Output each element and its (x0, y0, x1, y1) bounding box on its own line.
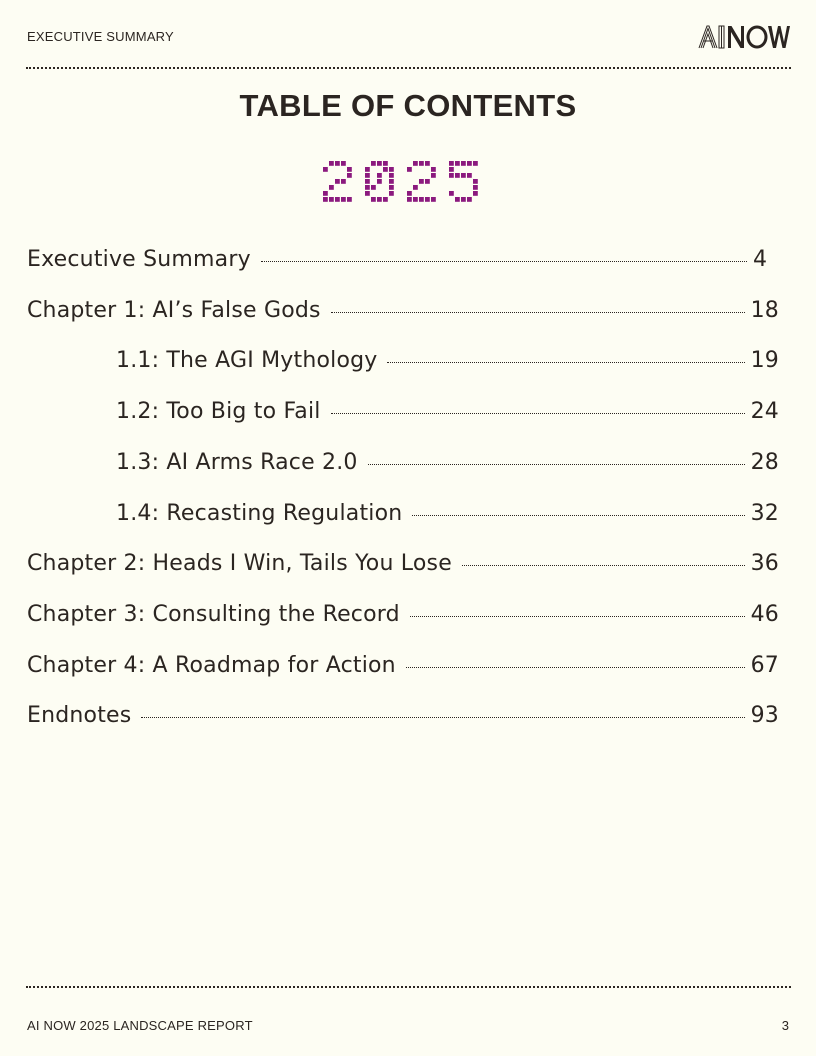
pixel-cell (461, 197, 466, 202)
toc-dot-leader (410, 616, 745, 617)
pixel-cell (467, 161, 472, 166)
toc-entry-page: 4 (753, 246, 768, 272)
pixel-cell (323, 191, 328, 196)
pixel-cell (425, 179, 430, 184)
pixel-cell (467, 197, 472, 202)
toc-dot-leader (406, 667, 745, 668)
toc-dot-leader (141, 717, 744, 718)
pixel-cell (455, 161, 460, 166)
footer-divider (26, 986, 791, 988)
pixel-cell (413, 197, 418, 202)
pixel-cell (449, 161, 454, 166)
pixel-cell (371, 185, 376, 190)
pixel-cell (419, 161, 424, 166)
pixel-cell (347, 173, 352, 178)
pixel-cell (425, 197, 430, 202)
pixel-cell (377, 197, 382, 202)
toc-subsection-entry[interactable] (116, 396, 779, 426)
pixel-cell (365, 173, 370, 178)
toc-entry-page: 18 (750, 297, 779, 323)
pixel-cell (371, 161, 376, 166)
pixel-cell (383, 197, 388, 202)
toc-entry-page: 19 (750, 347, 779, 373)
pixel-cell (377, 179, 382, 184)
pixel-cell (341, 197, 346, 202)
running-footer-report: AI NOW 2025 LANDSCAPE REPORT (27, 1018, 253, 1033)
toc-subsection-entry[interactable] (116, 447, 779, 477)
pixel-cell (389, 185, 394, 190)
toc-entry-page: 28 (750, 449, 779, 475)
pixel-cell (365, 185, 370, 190)
pixel-2025-decoration (323, 160, 493, 204)
pixel-cell (455, 173, 460, 178)
toc-dot-leader (462, 565, 745, 566)
header-divider (26, 67, 791, 69)
ai-now-logo (698, 25, 790, 49)
pixel-cell (473, 179, 478, 184)
toc-entry[interactable] (27, 244, 779, 274)
pixel-cell (449, 191, 454, 196)
pixel-cell (377, 173, 382, 178)
pixel-cell (389, 173, 394, 178)
pixel-cell (473, 161, 478, 166)
toc-entry-page: 36 (750, 550, 779, 576)
toc-entry[interactable] (27, 700, 779, 730)
pixel-cell (377, 161, 382, 166)
toc-entry[interactable] (27, 650, 779, 680)
pixel-cell (389, 179, 394, 184)
pixel-cell (425, 161, 430, 166)
pixel-cell (419, 197, 424, 202)
toc-entry-page: 93 (750, 702, 779, 728)
pixel-cell (383, 167, 388, 172)
toc-entry-label: 1.2: Too Big to Fail (116, 398, 321, 424)
toc-entry-label: 1.4: Recasting Regulation (116, 500, 403, 526)
toc-entry-label: Executive Summary (27, 246, 251, 272)
toc-entry-label: Chapter 2: Heads I Win, Tails You Lose (27, 550, 452, 576)
toc-dot-leader (331, 413, 745, 414)
pixel-cell (371, 197, 376, 202)
pixel-cell (413, 185, 418, 190)
page-number: 3 (781, 1018, 789, 1033)
toc-subsection-entry[interactable] (116, 498, 779, 528)
toc-entry-page: 32 (750, 500, 779, 526)
pixel-cell (431, 167, 436, 172)
toc-entry[interactable] (27, 548, 779, 578)
pixel-cell (419, 179, 424, 184)
toc-entry-label: Endnotes (27, 702, 132, 728)
pixel-cell (347, 167, 352, 172)
toc-entry-page: 46 (750, 601, 779, 627)
pixel-cell (473, 185, 478, 190)
pixel-cell (329, 185, 334, 190)
pixel-cell (341, 179, 346, 184)
pixel-cell (431, 173, 436, 178)
toc-entry-label: Chapter 4: A Roadmap for Action (27, 652, 396, 678)
toc-entry-page: 67 (750, 652, 779, 678)
toc-entry-label: Chapter 3: Consulting the Record (27, 601, 400, 627)
pixel-cell (407, 197, 412, 202)
toc-entry-page: 24 (750, 398, 779, 424)
pixel-cell (389, 167, 394, 172)
pixel-cell (473, 191, 478, 196)
pixel-cell (365, 191, 370, 196)
pixel-cell (341, 161, 346, 166)
pixel-cell (329, 197, 334, 202)
pixel-cell (329, 161, 334, 166)
pixel-cell (335, 179, 340, 184)
toc-dot-leader (368, 464, 745, 465)
running-header-section: EXECUTIVE SUMMARY (27, 29, 174, 44)
pixel-cell (389, 191, 394, 196)
page-title: TABLE OF CONTENTS (239, 88, 577, 123)
pixel-cell (335, 161, 340, 166)
toc-dot-leader (412, 515, 744, 516)
pixel-cell (407, 167, 412, 172)
toc-dot-leader (387, 362, 744, 363)
pixel-cell (323, 197, 328, 202)
pixel-cell (347, 197, 352, 202)
toc-entry-label: 1.1: The AGI Mythology (116, 347, 378, 373)
pixel-cell (455, 197, 460, 202)
pixel-cell (365, 167, 370, 172)
pixel-cell (461, 173, 466, 178)
pixel-cell (449, 167, 454, 172)
pixel-cell (413, 161, 418, 166)
pixel-cell (323, 167, 328, 172)
pixel-cell (449, 173, 454, 178)
toc-entry-label: 1.3: AI Arms Race 2.0 (116, 449, 358, 475)
toc-entry[interactable] (27, 599, 779, 629)
pixel-cell (461, 161, 466, 166)
toc-entry-label: Chapter 1: AI’s False Gods (27, 297, 321, 323)
pixel-cell (431, 197, 436, 202)
toc-dot-leader (331, 312, 745, 313)
toc-subsection-entry[interactable] (116, 345, 779, 375)
pixel-cell (335, 197, 340, 202)
pixel-cell (365, 179, 370, 184)
toc-dot-leader (261, 261, 747, 262)
pixel-cell (467, 173, 472, 178)
pixel-cell (407, 191, 412, 196)
toc-entry[interactable] (27, 295, 779, 325)
pixel-cell (383, 161, 388, 166)
